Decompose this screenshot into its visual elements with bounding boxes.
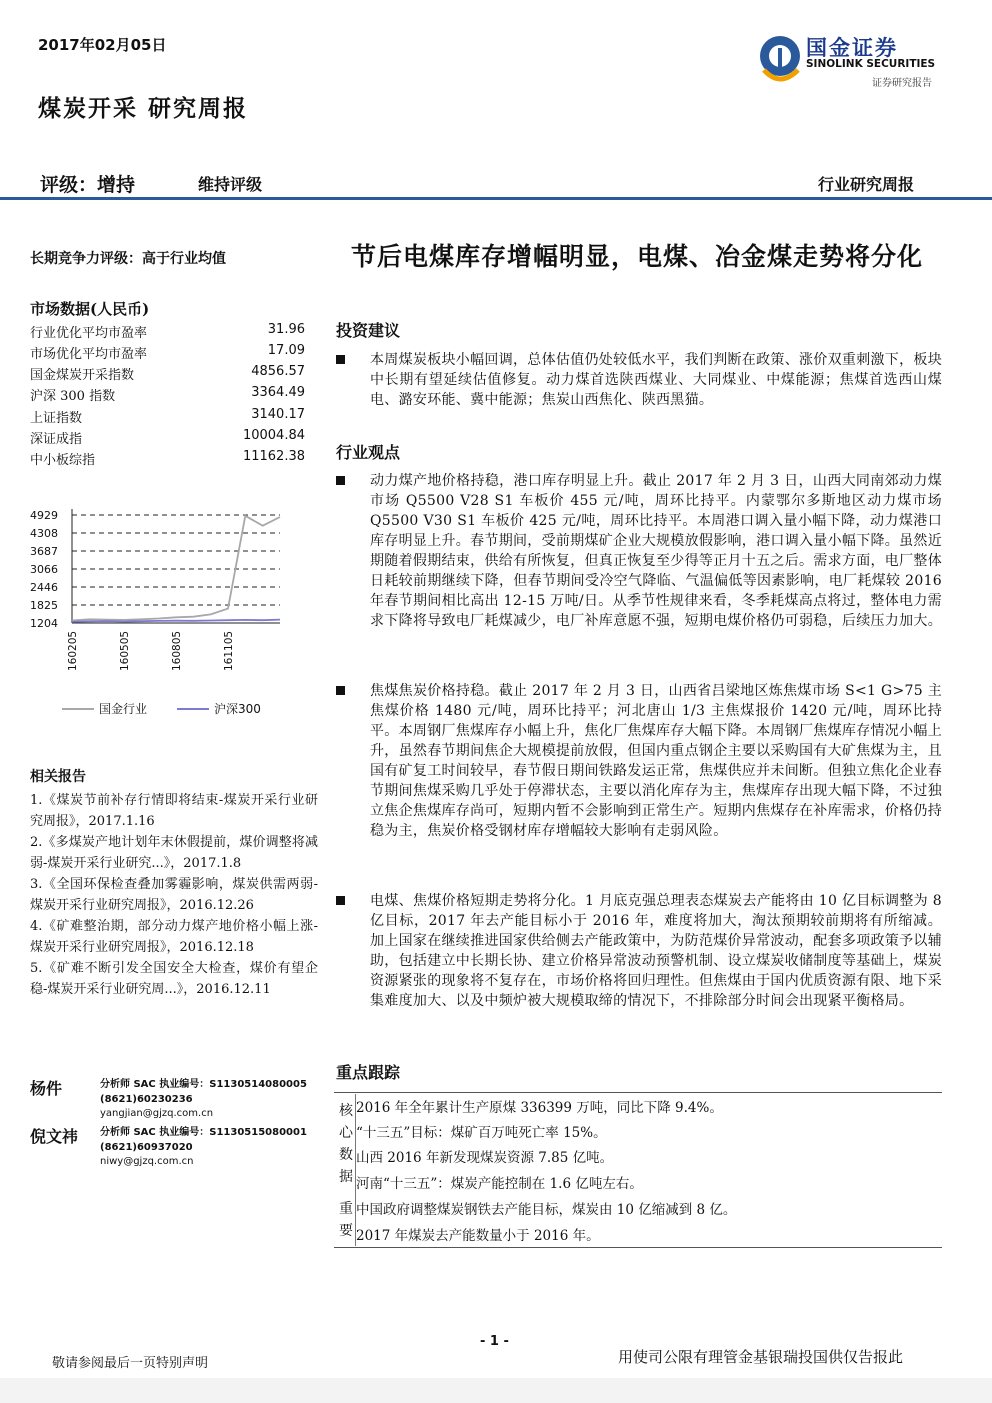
industry-view-paragraph (336, 891, 942, 1011)
report-type: 行业研究周报 (818, 175, 915, 194)
invest-advice-title: 投资建议 (336, 321, 401, 340)
x-tick-label: 160505 (119, 630, 131, 671)
track-row: 中国政府调整煤炭钢铁去产能目标，煤炭由 10 亿缩减到 8 亿。 (356, 1202, 737, 1218)
paragraph-text: 本周煤炭板块小幅回调，总体估值仍处较低水平，我们判断在政策、涨价双重刺激下，板块中长期有望延续估值修复。动力煤首选陕西煤业、大同煤业、中煤能源；焦煤首选西山煤电、潞安环能、冀中能源；焦炭山西焦化、陕西黑猫。 (370, 352, 942, 408)
analyst-info (100, 1126, 307, 1170)
y-tick-label: 1204 (30, 617, 58, 630)
market-row (30, 322, 305, 343)
legend-label: 沪深300 (214, 702, 261, 716)
analyst-sac: 分析师 SAC 执业编号：S1130515080001 (100, 1127, 307, 1138)
track-row: 河南“十三五”：煤炭产能控制在 1.6 亿吨左右。 (356, 1176, 643, 1192)
market-label: 市场优化平均市盈率 (30, 347, 148, 362)
analyst-phone: (8621)60230236 (100, 1093, 193, 1105)
logo-text-en: SINOLINK SECURITIES (806, 58, 936, 70)
table-rule (334, 1092, 942, 1093)
table-rule (334, 1247, 942, 1248)
track-side-label: 数 (339, 1147, 353, 1163)
analyst-name: 杨件 (30, 1079, 63, 1098)
y-tick-label: 3066 (30, 563, 58, 576)
market-label: 沪深 300 指数 (30, 389, 116, 404)
track-row: 2016 年全年累计生产原煤 336399 万吨，同比下降 9.4%。 (356, 1100, 723, 1116)
market-value: 10004.84 (242, 428, 305, 443)
invest-advice-paragraph (336, 350, 942, 410)
legend-label: 国金行业 (99, 702, 148, 716)
analyst-email[interactable]: niwy@gjzq.com.cn (100, 1156, 194, 1167)
track-row: “十三五”目标：煤矿百万吨死亡率 15%。 (356, 1125, 607, 1141)
related-report-item[interactable]: 2.《多煤炭产地计划年末休假提前，煤价调整将减弱-煤炭开采行业研究...》，2017.1.8 (30, 835, 318, 871)
market-row (30, 343, 305, 364)
related-reports-title: 相关报告 (30, 769, 86, 785)
report-date: 2017年02月05日 (38, 36, 167, 54)
market-value: 3140.17 (251, 407, 305, 422)
x-tick-label: 160805 (171, 630, 183, 671)
watermark-bar (0, 1378, 992, 1403)
rating-action: 维持评级 (198, 175, 263, 194)
market-value: 3364.49 (251, 385, 305, 400)
analyst-sac: 分析师 SAC 执业编号：S1130514080005 (100, 1079, 307, 1090)
market-label: 国金煤炭开采指数 (30, 368, 135, 383)
market-value: 11162.38 (242, 449, 305, 464)
market-label: 上证指数 (30, 411, 83, 426)
y-tick-label: 4929 (30, 509, 58, 522)
industry-view-paragraph (336, 471, 942, 631)
y-tick-label: 2446 (30, 581, 58, 594)
market-label: 中小板综指 (30, 453, 96, 468)
page-number: - 1 - (480, 1334, 509, 1349)
long-term-rating: 长期竞争力评级：高于行业均值 (30, 251, 226, 267)
track-side-label: 要 (339, 1223, 353, 1239)
report-headline: 节后电煤库存增幅明显，电煤、冶金煤走势将分化 (350, 242, 923, 271)
market-value: 17.09 (267, 343, 305, 358)
market-row (30, 449, 305, 470)
related-report-item[interactable]: 4.《矿难整治期，部分动力煤产地价格小幅上涨-煤炭开采行业研究周报》，2016.12.18 (30, 919, 318, 955)
footer-disclaimer: 敬请参阅最后一页特别声明 (52, 1356, 209, 1371)
sector-title: 煤炭开采 研究周报 (38, 95, 249, 122)
paragraph-text: 电煤、焦煤价格短期走势将分化。1 月底克强总理表态煤炭去产能将由 10 亿目标调整为 8 亿目标，2017 年去产能目标小于 2016 年，难度将加大，淘汰预期较前期将有所缩减。加上国家在继续推进国家供给侧去产能政策中，为防范煤价异常波动，配套多项政策予以辅助，包括建立中长期长协、建立价格异常波动预警机制、设立煤炭收储制度等基础上，煤炭资源紧张的现象将不复存在，市场价格将回归理性。但焦煤由于国内优质资源有限、地下采集难度加大、以及中频炉被大规模取缔的情况下，不排除部分时间会出现紧平衡格局。 (370, 893, 942, 1009)
logo-text-cn: 国金证券 (806, 36, 898, 60)
paragraph-text: 焦煤焦炭价格持稳。截止 2017 年 2 月 3 日，山西省吕梁地区炼焦煤市场 S<1 G>75 主焦煤价格 1480 元/吨，周环比持平；河北唐山 1/3 主焦煤报价 1420 元/吨，周环比持平。本周钢厂焦煤库存小幅上升，焦化厂焦煤库存大幅下降。本周钢厂焦煤库存情况小幅上升，虽然春节期间焦企大规模提前放假，但国内重点钢企主要以采购国有大矿焦煤为主，且国有矿复工时间较早，春节假日期间铁路发运正常，焦煤供应并未间断。但独立焦化企业春节期间焦煤采购几乎处于停滞状态，主要以消化库存为主，焦煤库存出现大幅下降，不过独立焦企焦煤库存尚可，短期内暂不会影响到正常生产。短期内焦煤存在补库需求，价格仍持稳为主，焦炭价格受钢材库存增幅较大影响有走弱风险。 (370, 683, 942, 839)
rating-label: 评级：增持 (40, 174, 136, 196)
market-row (30, 428, 305, 449)
market-row (30, 385, 305, 406)
market-data-title: 市场数据(人民币) (30, 300, 150, 318)
market-label: 深证成指 (30, 432, 83, 447)
related-report-item[interactable]: 5.《矿难不断引发全国安全大检查，煤价有望企稳-煤炭开采行业研究周...》，2016.12.11 (30, 961, 318, 997)
y-tick-label: 1825 (30, 599, 58, 612)
bullet-icon (336, 896, 345, 905)
y-tick-label: 3687 (30, 545, 58, 558)
analyst-name: 倪文祎 (30, 1127, 79, 1146)
y-tick-label: 4308 (30, 527, 58, 540)
track-side-label: 核 (339, 1103, 353, 1119)
market-row (30, 364, 305, 385)
analyst-email[interactable]: yangjian@gjzq.com.cn (100, 1108, 214, 1119)
market-value: 4856.57 (251, 364, 305, 379)
index-line-chart (22, 495, 312, 725)
market-label: 行业优化平均市盈率 (30, 326, 148, 341)
header-divider (0, 197, 992, 200)
track-side-label: 据 (339, 1169, 353, 1185)
related-reports-list (30, 790, 318, 1000)
paragraph-text: 动力煤产地价格持稳，港口库存明显上升。截止 2017 年 2 月 3 日，山西大同南郊动力煤市场 Q5500 V28 S1 车板价 455 元/吨，周环比持平。内蒙鄂尔多斯地区动力煤市场 Q5500 V30 S1 车板价 425 元/吨，周环比持平。本周港口调入量小幅下降，动力煤港口库存明显上升。春节期间，受前期煤矿企业大规模放假影响，港口调入量小幅下降。虽然近期随着假期结束，供给有所恢复，但真正恢复至少得等正月十五之后。需求方面，电厂整体日耗较前期继续下降，但春节期间受冷空气降临、气温偏低等因素影响，电厂耗煤较 2016 年春节期间相比高出 12-15 万吨/日。从季节性规律来看，冬季耗煤高点将过，整体电力需求下降将导致电厂耗煤减少，电厂补库意愿不强，短期电煤价格仍可弱稳，后续压力加大。 (370, 473, 942, 629)
analyst-info (100, 1078, 307, 1122)
track-row: 山西 2016 年新发现煤炭资源 7.85 亿吨。 (356, 1150, 614, 1166)
related-report-item[interactable]: 1.《煤炭节前补存行情即将结束-煤炭开采行业研究周报》，2017.1.16 (30, 793, 318, 829)
market-row (30, 407, 305, 428)
track-side-label: 重 (339, 1201, 353, 1217)
bullet-icon (336, 686, 345, 695)
bullet-icon (336, 355, 345, 364)
bullet-icon (336, 476, 345, 485)
analyst-phone: (8621)60937020 (100, 1141, 193, 1153)
industry-view-title: 行业观点 (336, 443, 401, 462)
logo-subtitle: 证券研究报告 (872, 78, 932, 89)
related-report-item[interactable]: 3.《全国环保检查叠加雾霾影响，煤炭供需两弱-煤炭开采行业研究周报》，2016.12.26 (30, 877, 318, 913)
footer-notice: 用使司公限有理管金基银瑞投国供仅告报此 (618, 1348, 904, 1366)
x-tick-label: 160205 (67, 630, 79, 671)
key-tracking-title: 重点跟踪 (336, 1063, 401, 1082)
track-side-label: 心 (339, 1125, 353, 1141)
x-tick-label: 161105 (223, 630, 235, 671)
industry-view-paragraph (336, 681, 942, 841)
track-row: 2017 年煤炭去产能数量小于 2016 年。 (356, 1228, 600, 1244)
market-value: 31.96 (267, 322, 305, 337)
